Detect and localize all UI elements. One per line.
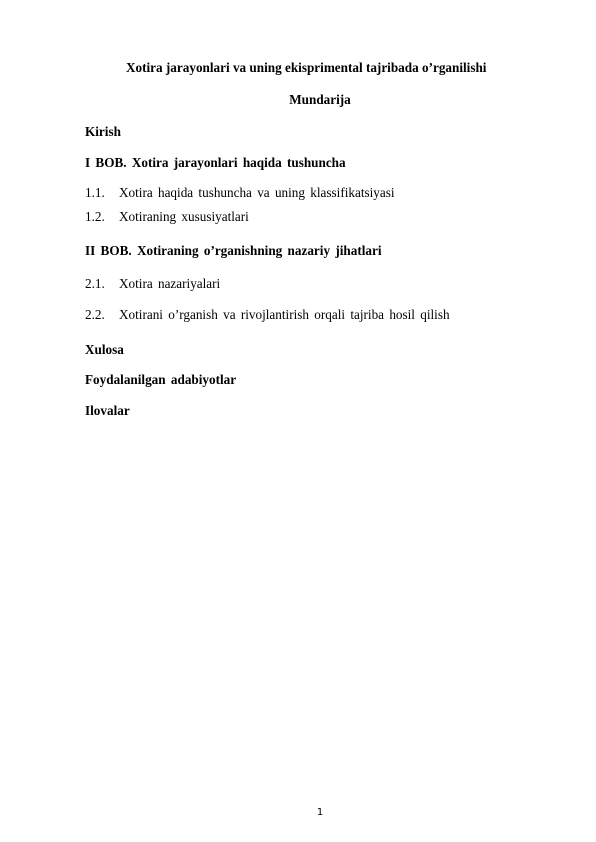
section-title: Xotira haqida tushuncha va uning klassifikatsiyasi — [119, 185, 395, 200]
page-number: 1 — [316, 807, 324, 818]
document-title: Xotira jarayonlari va uning ekisprimental tajribada o’rganilishi — [126, 60, 487, 75]
section-number: 2.2. — [85, 307, 105, 322]
toc-item-references: Foydalanilgan adabiyotlar — [85, 372, 237, 387]
section-number: 1.2. — [85, 209, 105, 224]
section-number: 2.1. — [85, 276, 105, 291]
toc-item-conclusion: Xulosa — [85, 342, 124, 357]
section-title: Xotiraning xususiyatlari — [119, 209, 249, 224]
section-title: Xotirani o’rganish va rivojlantirish orqali tajriba hosil qilish — [119, 307, 450, 322]
toc-item-appendices: Ilovalar — [85, 403, 130, 418]
toc-item-intro: Kirish — [85, 124, 121, 139]
toc-item-chapter-1: I BOB. Xotira jarayonlari haqida tushuncha — [85, 155, 346, 170]
toc-item-section-2-2 — [85, 307, 450, 323]
toc-item-section-2-1 — [85, 276, 220, 292]
toc-heading: Mundarija — [289, 92, 351, 107]
toc-item-chapter-2: II BOB. Xotiraning o’rganishning nazariy jihatlari — [85, 243, 382, 258]
section-number: 1.1. — [85, 185, 105, 200]
toc-item-section-1-2 — [85, 209, 249, 225]
section-title: Xotira nazariyalari — [119, 276, 221, 291]
toc-item-section-1-1 — [85, 185, 395, 201]
